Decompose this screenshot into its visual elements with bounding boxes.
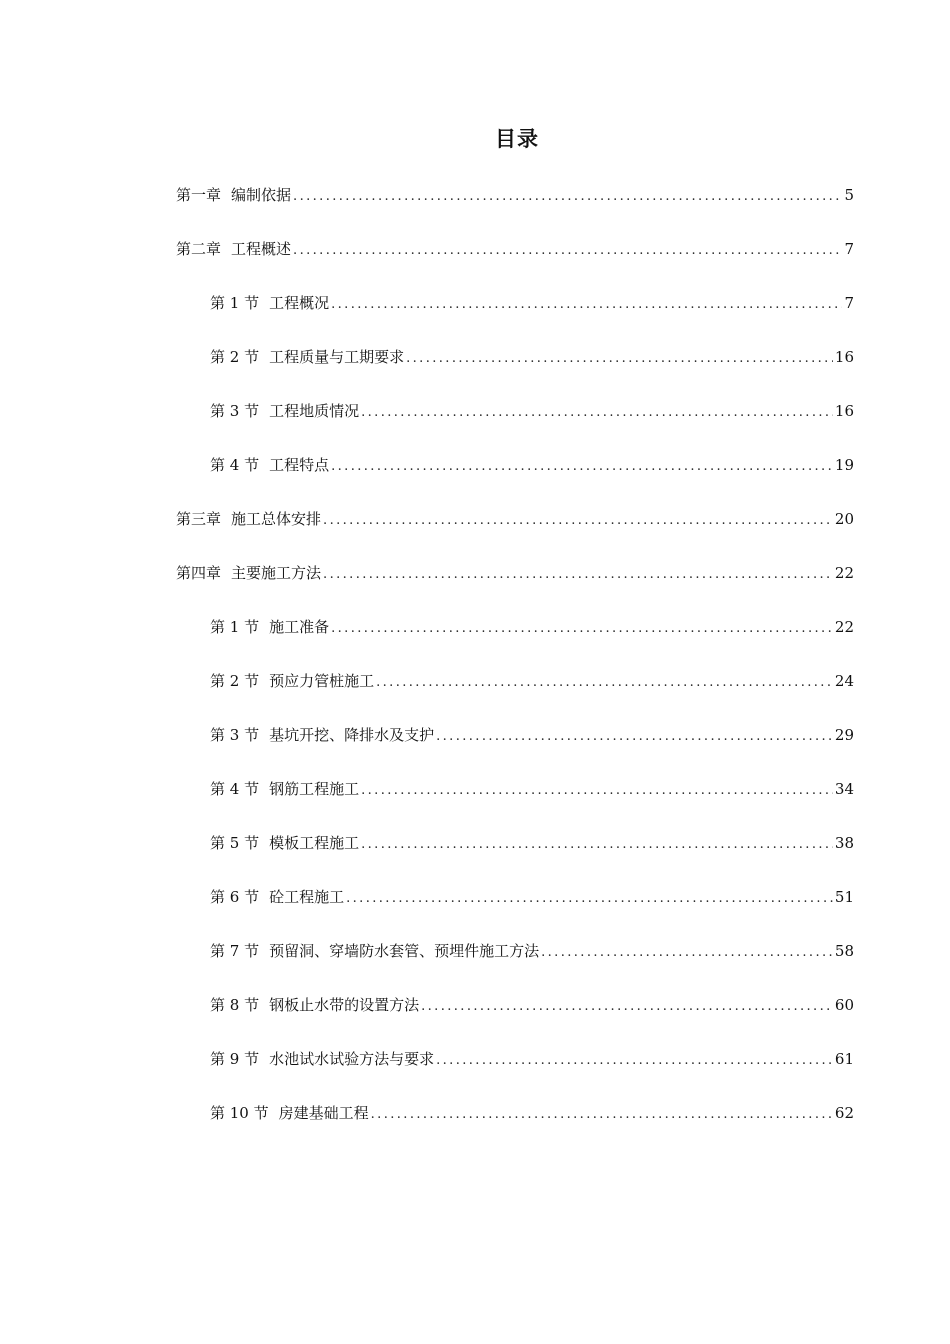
toc-entry-text: 工程概况: [269, 294, 330, 312]
toc-dot-leader: [293, 184, 842, 210]
toc-entry[interactable]: [176, 452, 854, 506]
toc-entry-label: [210, 884, 344, 910]
toc-entry-number: 第 1 节: [210, 294, 260, 312]
toc-page-number: 7: [844, 240, 854, 258]
toc-page-number: 29: [834, 726, 854, 744]
toc-entry[interactable]: [176, 830, 854, 884]
toc-entry[interactable]: [176, 290, 854, 344]
toc-page-number: 38: [834, 834, 854, 852]
toc-dot-leader: [541, 940, 833, 966]
toc-entry-number: 第三章: [176, 510, 222, 528]
toc-dot-leader: [361, 778, 833, 804]
toc-dot-leader: [331, 454, 833, 480]
toc-dot-leader: [293, 238, 842, 264]
toc-entry-label: [210, 1100, 369, 1126]
toc-page-number: 7: [844, 294, 854, 312]
toc-entry-number: 第 2 节: [210, 672, 260, 690]
toc-page-number: 20: [834, 510, 854, 528]
toc-entry[interactable]: [176, 344, 854, 398]
toc-entry-number: 第 6 节: [210, 888, 260, 906]
toc-entry-label: [210, 938, 539, 964]
toc-dot-leader: [361, 832, 833, 858]
toc-dot-leader: [323, 562, 833, 588]
toc-entry-text: 模板工程施工: [269, 834, 360, 852]
toc-entry-label: [210, 722, 434, 748]
toc-entry-number: 第二章: [176, 240, 222, 258]
toc-entry-number: 第 3 节: [210, 726, 260, 744]
toc-entry-label: [210, 614, 329, 640]
toc-dot-leader: [331, 616, 833, 642]
toc-page-number: 24: [834, 672, 854, 690]
toc-page-number: 62: [834, 1104, 854, 1122]
toc-dot-leader: [323, 508, 833, 534]
toc-entry[interactable]: [176, 938, 854, 992]
toc-page-number: 34: [834, 780, 854, 798]
toc-entry-text: 工程质量与工期要求: [269, 348, 405, 366]
toc-entry-number: 第四章: [176, 564, 222, 582]
toc-dot-leader: [436, 1048, 833, 1074]
toc-dot-leader: [371, 1102, 833, 1128]
toc-entry-number: 第 7 节: [210, 942, 260, 960]
toc-entry-number: 第 10 节: [210, 1104, 269, 1122]
toc-entry-label: [210, 992, 419, 1018]
toc-entry-label: [176, 182, 291, 208]
toc-entry-number: 第 3 节: [210, 402, 260, 420]
toc-entry[interactable]: [176, 614, 854, 668]
toc-entry[interactable]: [176, 884, 854, 938]
toc-entry[interactable]: [176, 398, 854, 452]
toc-page-number: 16: [834, 402, 854, 420]
toc-entry[interactable]: [176, 776, 854, 830]
toc-list: [176, 182, 854, 1154]
toc-dot-leader: [421, 994, 833, 1020]
toc-entry-label: [210, 290, 329, 316]
toc-entry-text: 钢筋工程施工: [269, 780, 360, 798]
toc-entry-text: 水池试水试验方法与要求: [269, 1050, 435, 1068]
toc-page-number: 22: [834, 618, 854, 636]
toc-entry-number: 第 2 节: [210, 348, 260, 366]
toc-entry-label: [176, 506, 321, 532]
toc-entry-number: 第 4 节: [210, 456, 260, 474]
toc-entry-number: 第 5 节: [210, 834, 260, 852]
toc-entry-text: 预应力管桩施工: [269, 672, 375, 690]
toc-page-number: 61: [834, 1050, 854, 1068]
toc-dot-leader: [361, 400, 833, 426]
toc-page-number: 60: [834, 996, 854, 1014]
toc-entry-text: 预留洞、穿墙防水套管、预埋件施工方法: [269, 942, 540, 960]
toc-entry-text: 施工总体安排: [231, 510, 322, 528]
toc-page-number: 16: [834, 348, 854, 366]
toc-entry[interactable]: [176, 722, 854, 776]
toc-entry-label: [176, 560, 321, 586]
toc-entry[interactable]: [176, 668, 854, 722]
toc-entry-number: 第 1 节: [210, 618, 260, 636]
toc-entry-text: 基坑开挖、降排水及支护: [269, 726, 435, 744]
toc-entry-label: [210, 452, 329, 478]
toc-entry-text: 主要施工方法: [231, 564, 322, 582]
toc-entry[interactable]: [176, 182, 854, 236]
toc-entry-label: [210, 1046, 434, 1072]
toc-dot-leader: [331, 292, 842, 318]
toc-entry[interactable]: [176, 1100, 854, 1154]
toc-title: 目录: [495, 127, 539, 151]
toc-entry-text: 编制依据: [231, 186, 292, 204]
toc-entry-text: 房建基础工程: [278, 1104, 369, 1122]
toc-entry-text: 工程概述: [231, 240, 292, 258]
toc-page-number: 51: [834, 888, 854, 906]
toc-page-number: 58: [834, 942, 854, 960]
toc-dot-leader: [346, 886, 833, 912]
toc-entry[interactable]: [176, 560, 854, 614]
toc-entry-label: [210, 344, 404, 370]
toc-entry-number: 第 4 节: [210, 780, 260, 798]
toc-entry-label: [176, 236, 291, 262]
toc-dot-leader: [436, 724, 833, 750]
toc-entry[interactable]: [176, 1046, 854, 1100]
toc-entry-text: 工程地质情况: [269, 402, 360, 420]
toc-entry-label: [210, 668, 374, 694]
toc-entry-number: 第 8 节: [210, 996, 260, 1014]
toc-entry-number: 第一章: [176, 186, 222, 204]
toc-entry[interactable]: [176, 506, 854, 560]
toc-entry-text: 钢板止水带的设置方法: [269, 996, 420, 1014]
toc-entry-number: 第 9 节: [210, 1050, 260, 1068]
toc-entry-label: [210, 398, 359, 424]
toc-dot-leader: [406, 346, 833, 372]
toc-entry[interactable]: [176, 236, 854, 290]
toc-entry-text: 砼工程施工: [269, 888, 345, 906]
toc-entry-text: 施工准备: [269, 618, 330, 636]
toc-dot-leader: [376, 670, 833, 696]
toc-page-number: 22: [834, 564, 854, 582]
toc-entry-label: [210, 776, 359, 802]
toc-entry[interactable]: [176, 992, 854, 1046]
toc-entry-text: 工程特点: [269, 456, 330, 474]
toc-entry-label: [210, 830, 359, 856]
toc-page-number: 19: [834, 456, 854, 474]
toc-page-number: 5: [844, 186, 854, 204]
